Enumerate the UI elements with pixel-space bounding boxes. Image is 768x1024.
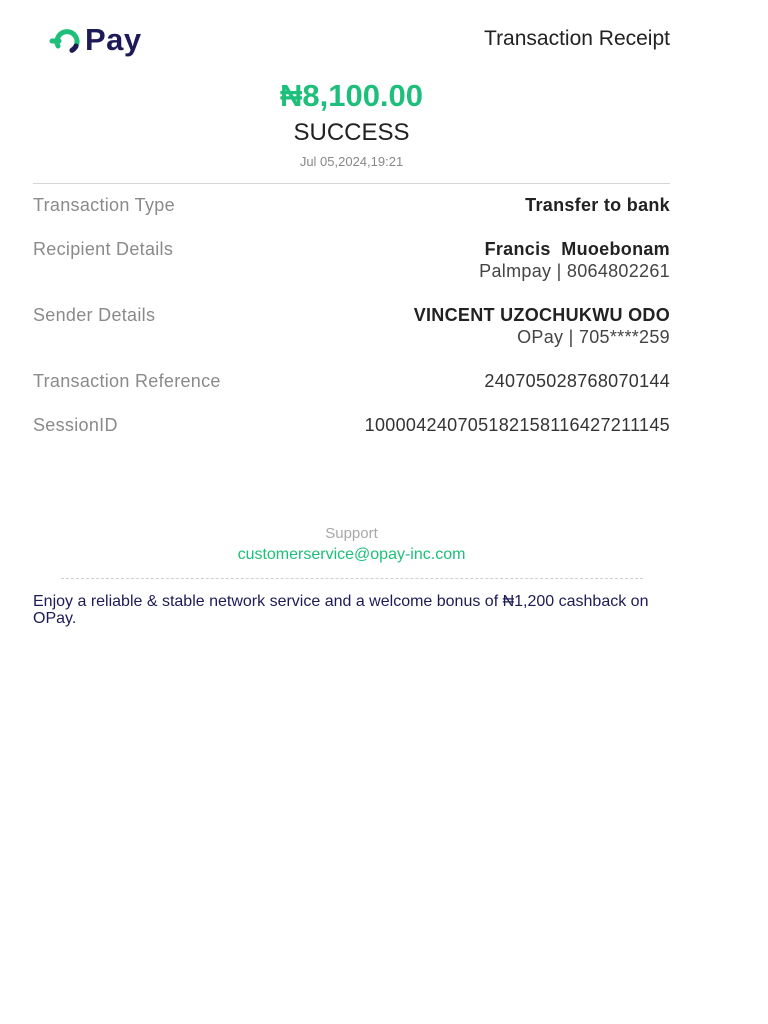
divider [33, 183, 670, 184]
detail-label: Sender Details [33, 305, 156, 325]
detail-value [525, 195, 670, 216]
transaction-reference-value: 240705028768070144 [484, 371, 670, 391]
support-label: Support [325, 525, 378, 542]
detail-value [414, 305, 670, 348]
detail-row-session [33, 415, 670, 445]
session-id-value: 100004240705182158116427211145 [364, 415, 670, 435]
opay-logo [49, 24, 142, 55]
dashed-divider [61, 578, 643, 579]
logo-text: Pay [85, 22, 142, 57]
detail-label: SessionID [33, 415, 118, 435]
page-title: Transaction Receipt [484, 27, 670, 50]
detail-label: Recipient Details [33, 239, 174, 259]
sender-name: VINCENT UZOCHUKWU ODO [413, 305, 670, 325]
support-email-link[interactable]: customerservice@opay-inc.com [237, 546, 466, 563]
transaction-datetime: Jul 05,2024,19:21 [299, 154, 404, 169]
transaction-status: SUCCESS [293, 119, 410, 146]
transaction-amount: ₦8,100.00 [279, 78, 424, 113]
detail-row-transaction-type [33, 195, 670, 239]
transaction-type-value: Transfer to bank [525, 195, 670, 215]
receipt-header [33, 0, 670, 76]
recipient-account: Palmpay | 8064802261 [479, 261, 670, 281]
promo-text: Enjoy a reliable & stable network service and a welcome bonus of ₦1,200 cashback on OPay. [33, 593, 649, 627]
transaction-details [33, 195, 670, 445]
opay-logo-icon [49, 27, 83, 53]
detail-row-sender [33, 305, 670, 371]
detail-value [479, 239, 670, 282]
detail-row-reference [33, 371, 670, 415]
detail-label: Transaction Reference [33, 371, 221, 391]
transaction-receipt [33, 0, 670, 627]
detail-label: Transaction Type [33, 195, 175, 215]
detail-row-recipient [33, 239, 670, 305]
sender-account: OPay | 705****259 [517, 327, 670, 347]
recipient-name: Francis Muoebonam [484, 239, 670, 259]
